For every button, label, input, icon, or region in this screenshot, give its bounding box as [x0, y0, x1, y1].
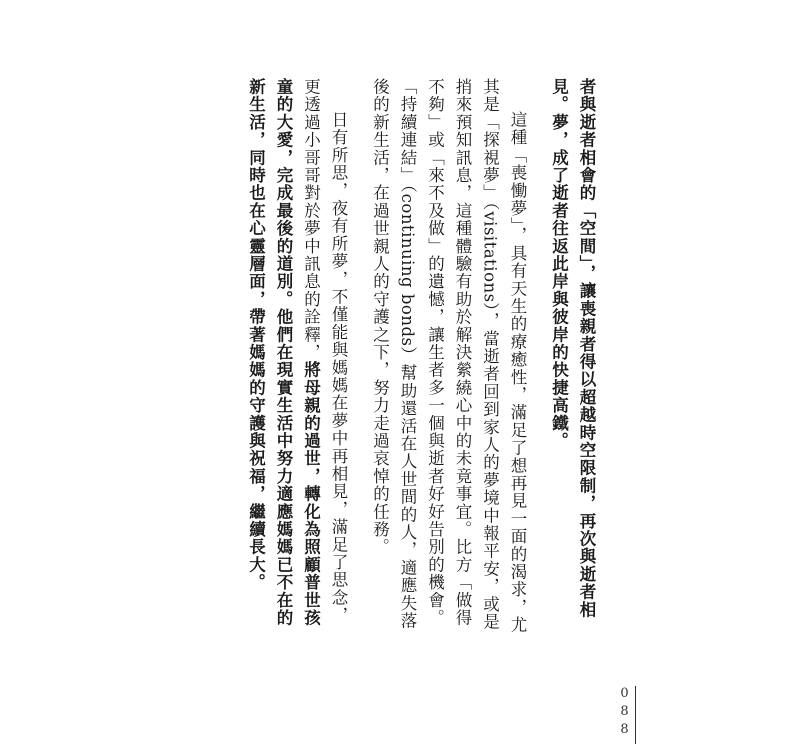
text-segment: 這種「喪慟夢」，具有天生的療癒性，滿足了想再見一面的渴求，尤其是「探視夢」（ [480, 78, 527, 634]
text-segment: 日有所思，夜有所夢，不僅能與媽媽在夢中再相見，滿足了思念，更透過小哥哥對於夢中訊息的詮釋， [301, 78, 348, 625]
text-segment: ）幫助還活在人世間的人，適應失落後的新生活，在過世親人的守護之下，努力走過哀悼的任務。 [370, 78, 417, 630]
latin-term: visitations [480, 211, 500, 303]
text-segment: ），當逝者回到家人的夢境中報平安，或是捎來預知訊息，這種體驗有助於解決縈繞心中的未竟事宜。比方「做得不夠」或「來不及做」的遺憾，讓生者多一個與逝者好好告別的機會。「持續連結」（ [398, 78, 500, 631]
footer-rule [635, 686, 636, 744]
paragraph [242, 78, 352, 638]
latin-term: continuing bonds [398, 193, 417, 347]
text-segment: 者與逝者相會的「空間」，讓喪親者得以超越時空限制，再次與逝者相見。夢，成了逝者往返此岸與彼岸的快捷高鐵。 [549, 78, 596, 619]
text-segment: 將母親的過世，轉化為照顧普世孩童的大愛，完成最後的道別。他們在現實生活中努力適應媽媽已不在的新生活，同時也在心靈層面，帶著媽媽的守護與祝福，繼續長大。 [246, 78, 321, 627]
paragraph [545, 78, 600, 638]
body-text [242, 78, 600, 638]
page-number: 088 [617, 686, 632, 740]
paragraph [366, 78, 531, 638]
